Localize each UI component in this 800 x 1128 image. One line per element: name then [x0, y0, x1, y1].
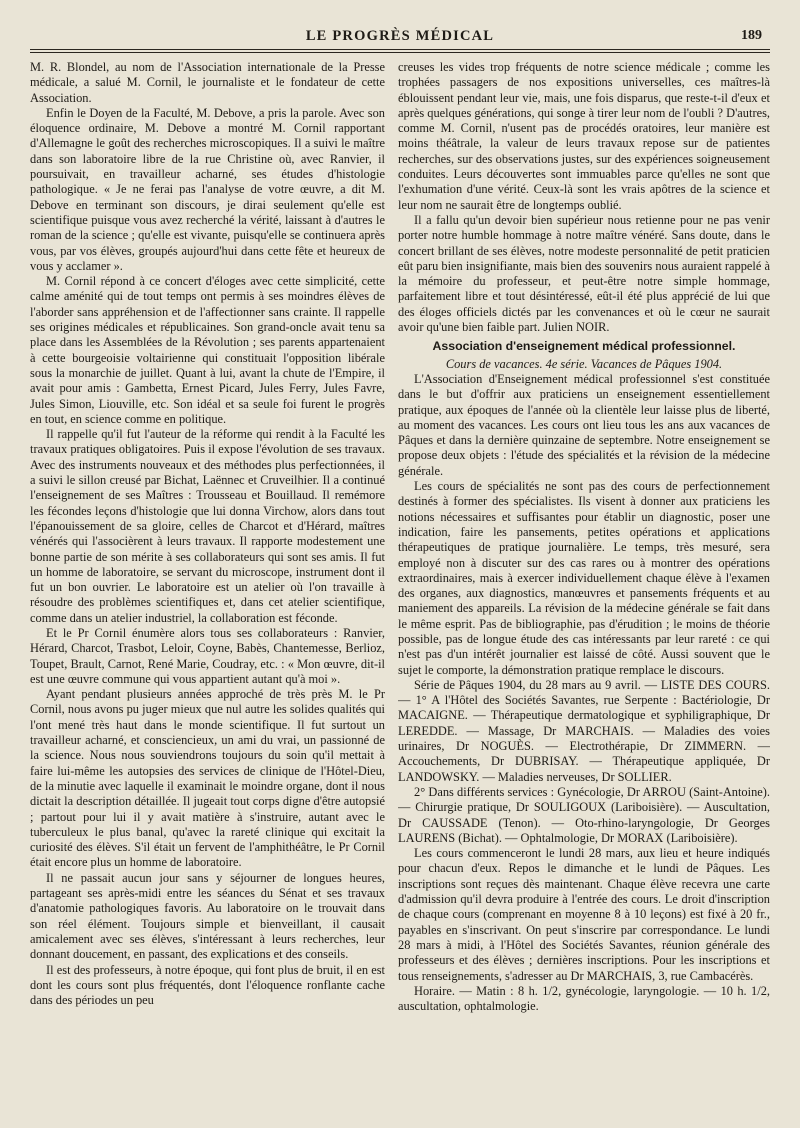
paragraph: creuses les vides trop fréquents de notre science médicale ; comme les trophées passagers de nos expositions universelles, ces maîtres-là éblouissent pendant leur vie, mais, une fois disparus, que reste-t-il d'eux et après quelques générations, qui songe à tirer leur nom de l'oubli ? D'autres, comme M. Cornil, n'usent pas de procédés oratoires, leur manière est moins théâtrale, la valeur de leurs travaux repose sur de patientes recherches, sur des observations justes, sur des expériences soigneusement conduites. Leurs découvertes sont immuables parce qu'elles ne sont que l'exhumation d'une vérité. Ceux-là sont les vrais apôtres de la science et leur nom ne saurait être de longtemps oublié.	[398, 60, 770, 212]
page-header	[30, 28, 770, 50]
page-number: 189	[741, 28, 762, 43]
section-subtitle: Cours de vacances. 4e série. Vacances de Pâques 1904.	[445, 356, 723, 371]
paragraph: Il a fallu qu'un devoir bien supérieur nous retienne pour ne pas venir porter notre humble hommage à notre maître vénéré. Sans doute, dans le concert brillant de ses élèves, notre modeste personnalité de petit praticien eût paru bien insignifiante, mais bien des souvenirs nous auraient rappelé à la mémoire du professeur, et peut-être notre simple hommage, parfaitement libre et tout désintéressé, eût-il été plus apprécié de lui que des éloges officiels dictés par les convenances et où le cœur ne saurait avoir qu'une bien faible part. Julien NOIR.	[398, 212, 770, 335]
paragraph: L'Association d'Enseignement médical professionnel s'est constituée dans le but d'offrir aux praticiens un enseignement essentiellement pratique, aux époques de l'année où la clientèle leur laisse plus de liberté, au moment des vacances. Les cours ont lieu tous les ans aux vacances de Pâques et dans la dernière quinzaine de septembre. Notre enseignement se propose deux objets : l'étude des spécialités et la révision de la médecine générale.	[398, 371, 770, 478]
paragraph: Enfin le Doyen de la Faculté, M. Debove, a pris la parole. Avec son éloquence ordinaire, M. Debove a montré M. Cornil rapportant d'Allemagne le goût des recherches microscopiques. Il a suivi le maître dans son laboratoire libre de la rue Christine où, avec Ranvier, il poursuivait, en travailleur acharné, ses études d'histologie pathologique. « Je ne ferai pas l'analyse de votre œuvre, a dit M. Debove en terminant son discours, je dirai seulement qu'elle est scientifique puisque vous avez recherché la vérité, laissant à d'autres le roman de la science ; qu'elle est vivante, puisqu'elle se continuera après vous, par vos élèves, groupés aujourd'hui dans cette fête et heureux de vous y acclamer ».	[30, 105, 385, 273]
paragraph: Les cours commenceront le lundi 28 mars, aux lieu et heure indiqués pour chacun d'eux. Repos le dimanche et le lundi de Pâques. Les inscriptions sont reçues dès maintenant. Chaque élève recevra une carte d'admission qu'il devra produire à l'entrée des cours. Le droit d'inscription de chaque cours (comprenant en moyenne 8 à 10 leçons) est fixé à 20 fr., payables en s'inscrivant. On peut s'inscrire par correspondance. Le lundi 28 mars à midi, à l'Hôtel des Sociétés Savantes, réunion générale des professeurs et des élèves ; dernières inscriptions. Pour les inscriptions et tous renseignements, s'adresser au Dr MARCHAIS, 3, rue Cambacérès.	[398, 846, 770, 983]
paragraph: M. R. Blondel, au nom de l'Association internationale de la Presse médicale, a salué M. Cornil, le journaliste et le fondateur de cette Association.	[30, 60, 385, 105]
paragraph: M. Cornil répond à ce concert d'éloges avec cette simplicité, cette calme aménité qui de tout temps ont permis à ses moindres élèves de l'aborder sans appréhension et de l'affectionner sans crainte. Il rappelle ses origines médicales et républicaines. Son grand-oncle avait tenu sa place dans les Assemblées de la Révolution ; ses parents appartenaient à cette bourgeoisie voltairienne qui constituait l'opposition libérale sous la monarchie de juillet. Quant à lui, avant la chute de l'Empire, il avait pour amis : Gambetta, Ernest Picard, Jules Ferry, Jules Favre, Jules Simon, Liouville, etc. Son idéal et sa seule foi furent le progrès en tout, en science comme en politique.	[30, 274, 385, 426]
paragraph: Les cours de spécialités ne sont pas des cours de perfectionnement destinés à former des spécialistes. Ils visent à donner aux praticiens les notions nécessaires et suffisantes pour établir un diagnostic, poser une indication, faire les pansements, petites opérations et applications thérapeutiques de pratique journalière. Le temps, très mesuré, sera employé non à discuter sur des cas rares ou à montrer des opérations extraordinaires, mais à exercer individuellement chaque élève à l'examen des organes, aux diagnostics, manœuvres et pansements fréquents et au maniement des appareils. La révision de la médecine générale se fait dans le même esprit. Pas de bibliographie, pas d'érudition ; le moins de théorie possible, pas de longue étude des cas intéressants par leur rareté : ce qui n'est pas d'un intérêt journalier est laissé de côté. Aussi souvent que le sujet le comporte, la démonstration pratique remplace le discours.	[398, 479, 770, 677]
paragraph: Il est des professeurs, à notre époque, qui font plus de bruit, il en est dont les cours sont plus fréquentés, dont l'éloquence ronflante cache dans des périodes un peu	[30, 962, 385, 1008]
paragraph: Et le Pr Cornil énumère alors tous ses collaborateurs : Ranvier, Hérard, Charcot, Trasbot, Leloir, Coyne, Babès, Chantemesse, Berlioz, Toupet, Brault, Carnot, René Marie, Coudray, etc. : « Mon œuvre, dit-il est une œuvre commune qui vous appartient autant qu'à moi ».	[30, 625, 385, 686]
paragraph: Horaire. — Matin : 8 h. 1/2, gynécologie, laryngologie. — 10 h. 1/2, auscultation, ophtalmologie.	[398, 983, 770, 1014]
paragraph: Il ne passait aucun jour sans y séjourner de longues heures, partageant ses après-midi entre les séances du Sénat et ses travaux d'anatomie pathologiques favoris. Au laboratoire on le trouvait dans son réel élément. Toujours simple et bienveillant, il causait amicalement avec ses élèves, s'intéressant à leurs recherches, leur donnant doucement, en passant, des explications et des conseils.	[30, 870, 385, 962]
section-title: Association d'enseignement médical professionnel.	[432, 339, 736, 354]
journal-title: LE PROGRÈS MÉDICAL	[305, 28, 495, 44]
header-rule-secondary	[30, 52, 770, 53]
right-column	[398, 60, 770, 1110]
paragraph: 2° Dans différents services : Gynécologie, Dr ARROU (Saint-Antoine). — Chirurgie pratique, Dr SOULIGOUX (Lariboisière). — Auscultation, Dr CAUSSADE (Tenon). — Oto-rhino-laryngologie, Dr Georges LAURENS (Bichat). — Ophtalmologie, Dr MORAX (Lariboisière).	[398, 784, 770, 845]
paragraph: Série de Pâques 1904, du 28 mars au 9 avril. — LISTE DES COURS. — 1° A l'Hôtel des Sociétés Savantes, rue Serpente : Bactériologie, Dr MACAIGNE. — Thérapeutique dermatologique et syphiligraphique, Dr LEREDDE. — Massage, Dr MARCHAIS. — Maladies des voies urinaires, Dr NOGUÈS. — Electrothérapie, Dr ZIMMERN. — Accouchements, Dr DUBRISAY. — Thérapeutique appliquée, Dr LANDOWSKY. — Maladies nerveuses, Dr SOLLIER.	[398, 677, 770, 784]
header-rule	[30, 49, 770, 50]
left-column	[30, 60, 385, 1110]
paragraph: Il rappelle qu'il fut l'auteur de la réforme qui rendit à la Faculté les travaux pratiques obligatoires. Puis il expose l'évolution de ses travaux. Avec des instruments nouveaux et des méthodes plus perfectionnées, il a suivi le sillon creusé par Bichat, Laënnec et Cruveilhier. Il a continué l'enseignement de ses Maîtres : Trousseau et Bouillaud. Il remémore les fécondes leçons d'histologie que lui donna Virchow, alors dans tout l'épanouissement de sa gloire, celles de Charcot et d'Hérard, maîtres vénérés qui l'associèrent à leurs travaux. Il rapporte modestement une bonne partie de son mérite à ses collaborateurs qui sont ses amis. Il fut un homme de laboratoire, se servant du microscope, instrument dont il fut un bon ouvrier. Le laboratoire est un atelier où l'on travaille à résoudre des problèmes scientifiques et, dans cet atelier scientifique, comme dans un atelier industriel, la collaboration est féconde.	[30, 427, 385, 625]
paragraph: Ayant pendant plusieurs années approché de très près M. le Pr Cornil, nous avons pu juger mieux que nul autre les solides qualités qui l'ont mené très haut dans le monde scientifique. Il fut surtout un travailleur acharné, et consciencieux, un ami du vrai, un passionné de la science. Nous nous souviendrons toujours du soin qu'il mettait à faire lui-même les autopsies des services de clinique de l'Hôtel-Dieu, de la minutie avec laquelle il examinait le moindre organe, dont il nous dictait la description détaillée. Il jugeait tout corps digne d'être autopsié ; partout pour lui il y avait matière à s'instruire, autant avec le tuberculeux le plus banal, qu'avec la rareté clinique qui excitait la curiosité des élèves. S'il était un fervent de l'amphithéâtre, le Pr Cornil était encore plus un homme de laboratoire.	[30, 687, 385, 870]
